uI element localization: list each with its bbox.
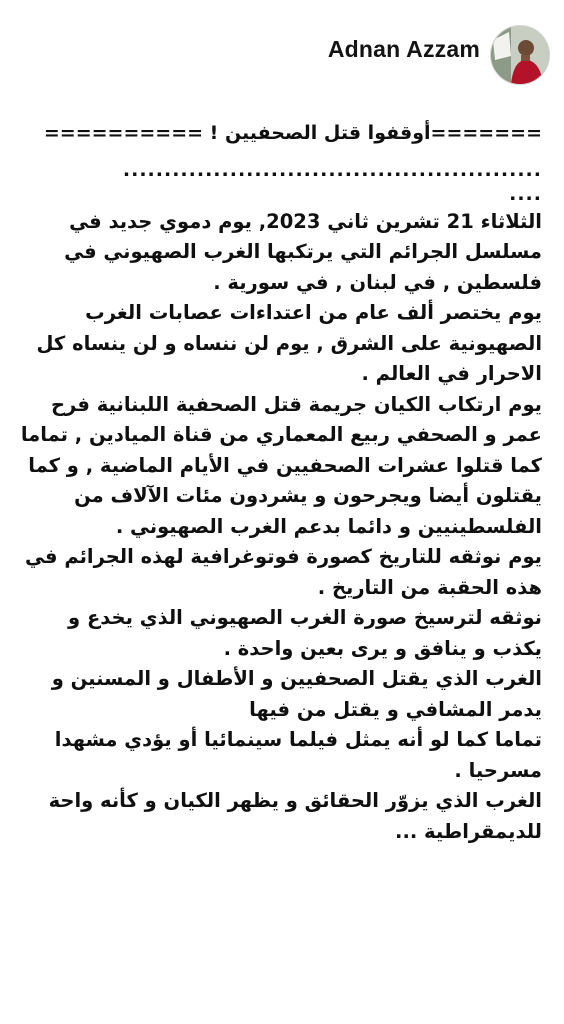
dots-separator-end: ....	[509, 182, 542, 205]
post-paragraph: يوم ارتكاب الكيان جريمة قتل الصحفية اللبنانية فرح عمر و الصحفي ربيع المعماري من قناة الميادين , تماما كما قتلوا عشرات الصحفيين في الأيام الماضية , و كما يقتلون أيضا ويجرحون و يشردون مئات الآلاف من الفلسطينيين و دائما بدعم الغرب الصهيوني .	[20, 392, 542, 538]
post-paragraph: الغرب الذي يزوّر الحقائق و يظهر الكيان و كأنه واحة للديمقراطية ...	[48, 789, 542, 843]
author-name[interactable]: Adnan Azzam	[327, 36, 480, 62]
avatar[interactable]	[490, 25, 550, 85]
post-paragraph: يوم نوثقه للتاريخ كصورة فوتوغرافية لهذه الجرائم في هذه الحقبة من التاريخ .	[25, 545, 542, 599]
post-paragraph: يوم يختصر ألف عام من اعتداءات عصابات الغرب الصهيونية على الشرق , يوم لن ننساه و لن ينساه كل الاحرار في العالم .	[36, 301, 542, 385]
post-paragraph: تماما كما لو أنه يمثل فيلما سينمائيا أو يؤدي مشهدا مسرحيا .	[54, 728, 542, 782]
post-header	[0, 0, 564, 100]
post-title: =======أوقفوا قتل الصحفيين ! ==========	[43, 122, 542, 144]
dots-separator: ...................................................	[122, 158, 542, 181]
post-paragraph: الثلاثاء 21 تشرين ثاني 2023, يوم دموي جديد في مسلسل الجرائم التي يرتكبها الغرب الصهيوني في فلسطين , في لبنان , في سورية .	[64, 209, 542, 294]
post-paragraph: نوثقه لترسيخ صورة الغرب الصهيوني الذي يخدع و يكذب و ينافق و يرى بعين واحدة .	[68, 606, 542, 660]
post-paragraph: الغرب الذي يقتل الصحفيين و الأطفال و المسنين و يدمر المشافي و يقتل من فيها	[51, 667, 542, 721]
profile-photo-icon	[491, 26, 549, 84]
post-body	[14, 118, 542, 847]
